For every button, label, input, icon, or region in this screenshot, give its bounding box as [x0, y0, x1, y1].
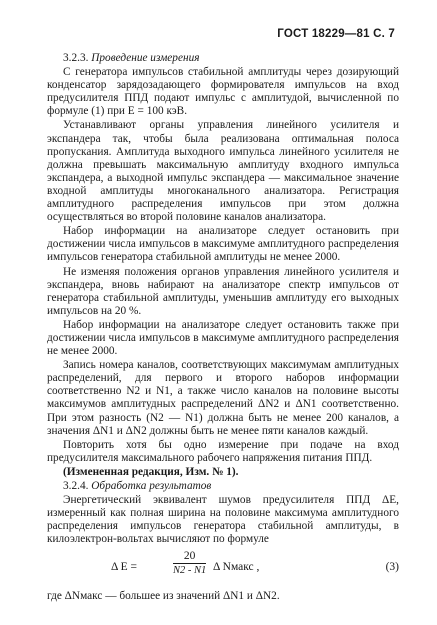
- paragraph-3: Набор информации на анализаторе следует остановить при достижении числа импульсов в максимуме амплитудного распределения импульсов генератора стабильной амплитуды не менее 2000.: [47, 225, 399, 264]
- paragraph-6: Запись номера каналов, соответствующих максимумам амплитудных распределений, для первого и второго наборов информации соответственно N2 и N1, а также число каналов на половине высоты максимумов амплитудных распределений ΔN2 и ΔN1 соответственно. При этом разность (N2 — N1) должна быть не менее 200 каналов, а значения ΔN1 и ΔN2 должны быть не менее пяти каналов каждый.: [47, 359, 399, 437]
- paragraph-2: Устанавливают органы управления линейного усилителя и экспандера так, чтобы была реализована оптимальная полоса пропускания. Амплитуда выходного импульса линейного усилителя не должна превышать максимальную амплитуду входного импульса экспандера, а выходной импульс экспандера — максимальное значение входной амплитуды многоканального анализатора. Регистрация амплитудного распределения импульсов при этом должна осуществляться во второй половине каналов анализатора.: [47, 119, 399, 224]
- paragraph-9: где ΔNмакс — большее из значений ΔN1 и ΔN2.: [47, 590, 280, 603]
- section-heading-3-2-3: [47, 52, 399, 65]
- section-title: Обработка результатов: [91, 480, 212, 492]
- section-number: 3.2.3.: [63, 52, 89, 64]
- formula-3: [47, 550, 399, 584]
- section-number: 3.2.4.: [63, 480, 89, 492]
- formula-rhs: Δ Nмакс ,: [213, 561, 260, 574]
- paragraph-7: Повторить хотя бы одно измерение при подаче на вход предусилителя максимального рабочего напряжения питания ППД.: [47, 438, 399, 464]
- formula-fraction: [173, 550, 206, 578]
- paragraph-1: С генератора импульсов стабильной амплитуды через дозирующий конденсатор зарядозадающего формирователя импульсов на вход предусилителя ППД подают импульс с амплитудой, вычисленной по формуле (1) при E = 100 кэВ.: [47, 66, 399, 118]
- paragraph-4: Не изменяя положения органов управления линейного усилителя и экспандера, вновь набирают на анализаторе спектр импульсов от генератора стабильной амплитуды, уменьшив амплитуду его выходных импульсов на 20 %.: [47, 265, 399, 317]
- section-title: Проведение измерения: [91, 52, 200, 64]
- paragraph-5: Набор информации на анализаторе следует остановить также при достижении числа импульсов в максимуме амплитудного распределения не менее 2000.: [47, 318, 399, 358]
- amendment-note: (Измененная редакция, Изм. № 1).: [63, 465, 239, 478]
- fraction-denominator: N2 - N1: [173, 565, 207, 577]
- paragraph-8: Энергетический эквивалент шумов предусилителя ППД ΔE, измеренный как полная ширина на половине максимума амплитудного распределения импульсов генератора стабильной амплитуды, в килоэлектрон-вольтах вычисляют по формуле: [47, 494, 399, 546]
- formula-lhs: Δ E =: [111, 561, 138, 574]
- equation-number: (3): [385, 561, 399, 574]
- fraction-numerator: 20: [173, 550, 206, 564]
- section-heading-3-2-4: [47, 480, 399, 493]
- page-header: ГОСТ 18229—81 С. 7: [277, 28, 395, 40]
- page-content: [47, 52, 399, 604]
